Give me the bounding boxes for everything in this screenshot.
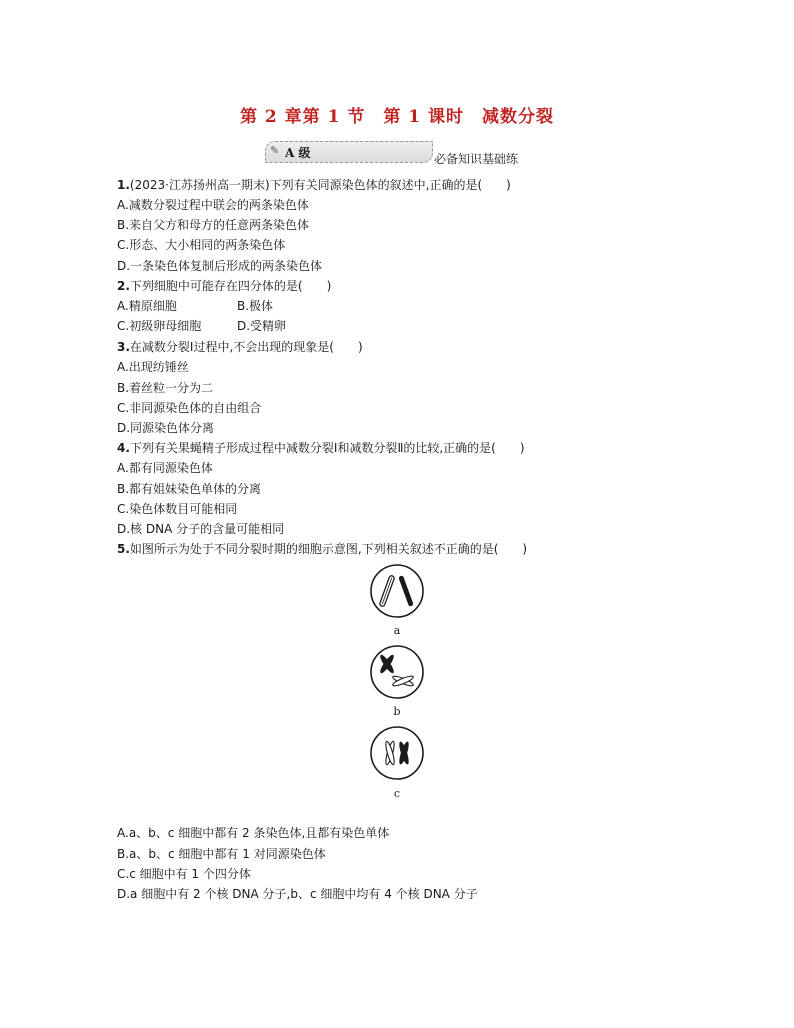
option-4b: B.都有姐妹染色单体的分离	[117, 482, 262, 496]
figure-caption-c: c	[393, 787, 401, 800]
option-1d: D.一条染色体复制后形成的两条染色体	[117, 259, 323, 273]
question-number: 4.	[117, 441, 130, 455]
question-1	[117, 177, 511, 193]
figure-caption-a: a	[393, 624, 401, 637]
question-stem: 在减数分裂Ⅰ过程中,不会出现的现象是( )	[129, 340, 363, 354]
cell-diagram-a	[360, 562, 434, 620]
question-stem: 下列有关果蝇精子形成过程中减数分裂Ⅰ和减数分裂Ⅱ的比较,正确的是( )	[129, 441, 525, 455]
question-3	[117, 339, 363, 355]
question-number: 2.	[117, 279, 130, 293]
cell-diagram-b	[360, 643, 434, 701]
question-2	[117, 278, 331, 294]
option-4a: A.都有同源染色体	[117, 461, 213, 475]
option-2d: D.受精卵	[237, 319, 287, 333]
cell-diagram-c	[360, 724, 434, 782]
option-1a: A.减数分裂过程中联会的两条染色体	[117, 198, 309, 212]
option-2b: B.极体	[237, 299, 274, 313]
option-4d: D.核 DNA 分子的含量可能相同	[117, 522, 285, 536]
cell-membrane	[371, 727, 423, 779]
question-stem: 下列细胞中可能存在四分体的是( )	[129, 279, 332, 293]
option-5a: A.a、b、c 细胞中都有 2 条染色体,且都有染色单体	[117, 826, 390, 840]
question-5	[117, 541, 527, 557]
question-stem: (2023·江苏扬州高一期末)下列有关同源染色体的叙述中,正确的是( )	[129, 178, 511, 192]
option-5d: D.a 细胞中有 2 个核 DNA 分子,b、c 细胞中均有 4 个核 DNA 分子	[117, 887, 478, 901]
cell-membrane	[371, 646, 423, 698]
figure-caption-b: b	[393, 705, 401, 718]
option-4c: C.染色体数目可能相同	[117, 502, 238, 516]
level-label: A 级	[285, 146, 311, 160]
section-label: 必备知识基础练	[434, 152, 519, 166]
cell-membrane	[371, 565, 423, 617]
option-5c: C.c 细胞中有 1 个四分体	[117, 867, 251, 881]
option-2a: A.精原细胞	[117, 299, 177, 313]
option-3c: C.非同源染色体的自由组合	[117, 401, 262, 415]
question-number: 1.	[117, 178, 130, 192]
option-3a: A.出现纺锤丝	[117, 360, 189, 374]
page-title: 第 2 章第 1 节 第 1 课时 减数分裂	[240, 107, 554, 127]
question-number: 5.	[117, 542, 130, 556]
question-4	[117, 440, 525, 456]
option-5b: B.a、b、c 细胞中都有 1 对同源染色体	[117, 847, 326, 861]
option-3b: B.着丝粒一分为二	[117, 381, 214, 395]
question-number: 3.	[117, 340, 130, 354]
option-3d: D.同源染色体分离	[117, 421, 215, 435]
option-1b: B.来自父方和母方的任意两条染色体	[117, 218, 310, 232]
option-2c: C.初级卵母细胞	[117, 319, 202, 333]
level-tag	[265, 141, 433, 163]
question-stem: 如图所示为处于不同分裂时期的细胞示意图,下列相关叙述不正确的是( )	[129, 542, 528, 556]
pen-icon: ✎	[270, 144, 280, 157]
option-1c: C.形态、大小相同的两条染色体	[117, 238, 286, 252]
